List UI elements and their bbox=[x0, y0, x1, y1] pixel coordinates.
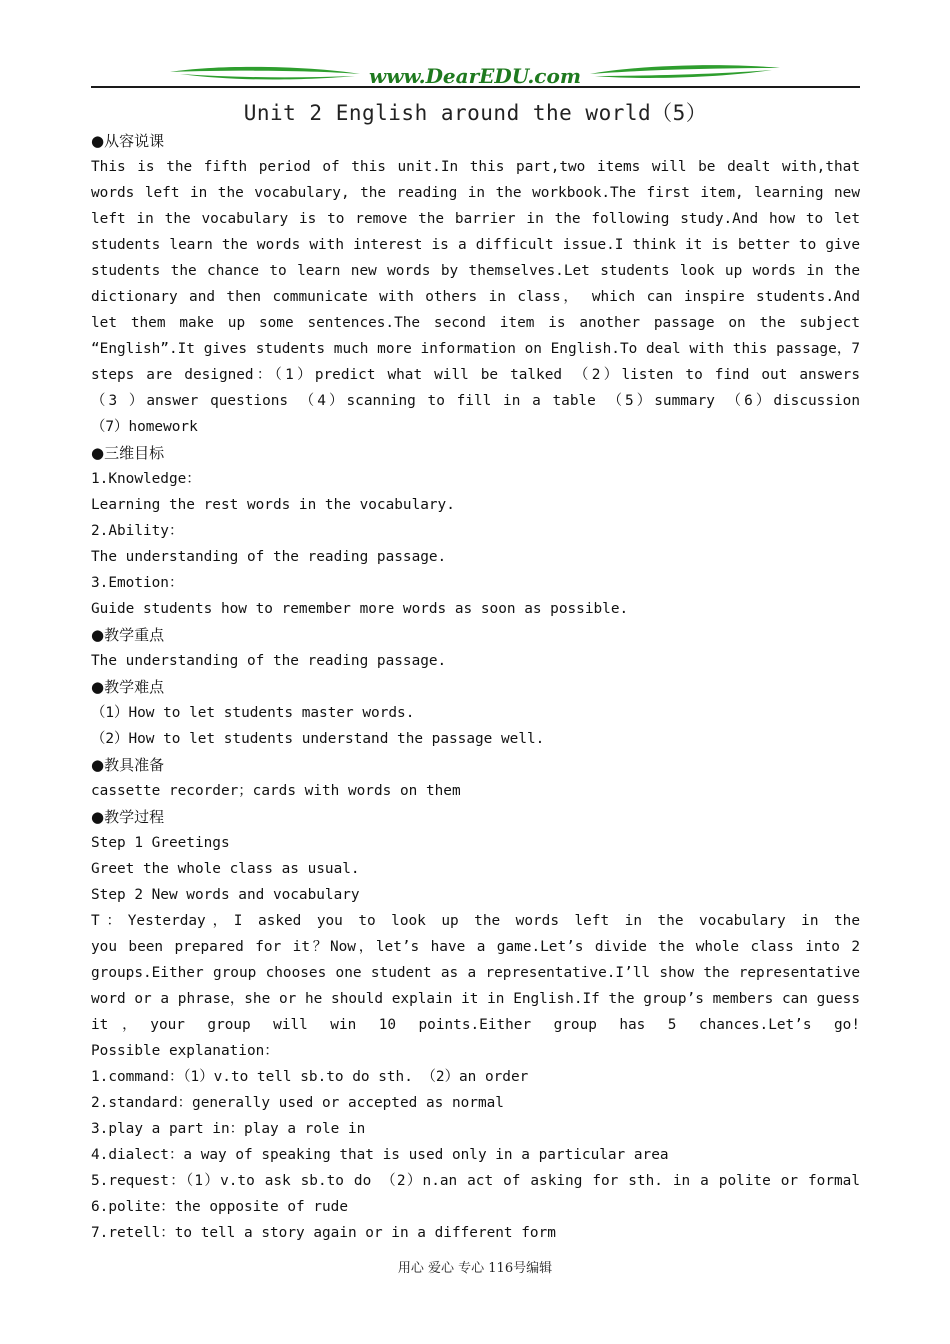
site-url-text: www.DearEDU.com bbox=[368, 64, 582, 88]
text-line: 7.retell：to tell a story again or in a different form bbox=[91, 1225, 556, 1241]
text-line: “English”.It gives students much more information on English.To deal with this passage，7 bbox=[91, 341, 860, 357]
text-line: words left in the vocabulary, the reading in the workbook.The first item, learning new bbox=[91, 185, 860, 201]
text-line: 2.standard：generally used or accepted as normal bbox=[91, 1095, 504, 1111]
document-title: Unit 2 English around the world（5） bbox=[243, 101, 708, 125]
text-line: （2）How to let students understand the passage well. bbox=[91, 731, 545, 747]
text-line: Step 2 New words and vocabulary bbox=[91, 887, 360, 903]
text-line: 1.Knowledge： bbox=[91, 471, 201, 487]
text-line: （7）homework bbox=[91, 419, 198, 435]
header-rule bbox=[91, 86, 860, 88]
text-line: T：Yesterday，I asked you to look up the words left in the vocabulary in the bbox=[91, 913, 860, 929]
text-line: word or a phrase，she or he should explain it in English.If the group’s members can guess bbox=[91, 991, 860, 1007]
text-line: Greet the whole class as usual. bbox=[91, 861, 360, 877]
text-line: Guide students how to remember more words as soon as possible. bbox=[91, 601, 629, 617]
text-line: This is the fifth period of this unit.In this part,two items will be dealt with,that bbox=[91, 159, 860, 175]
text-line: （1）How to let students master words. bbox=[91, 705, 415, 721]
document-body bbox=[91, 128, 860, 1246]
section-heading: ●三维目标 bbox=[91, 444, 165, 462]
text-line: Step 1 Greetings bbox=[91, 835, 230, 851]
text-line: Learning the rest words in the vocabulary. bbox=[91, 497, 455, 513]
text-line: 3.play a part in：play a role in bbox=[91, 1121, 366, 1137]
text-line: 2.Ability： bbox=[91, 523, 184, 539]
text-line: students the chance to learn new words by themselves.Let students look up words in the bbox=[91, 263, 860, 279]
text-line: 4.dialect：a way of speaking that is used only in a particular area bbox=[91, 1147, 669, 1163]
text-line: Possible explanation： bbox=[91, 1043, 279, 1059]
text-line: steps are designed：（1）predict what will be talked （2）listen to find out answers bbox=[91, 367, 860, 383]
text-line: 5.request：（1）v.to ask sb.to do （2）n.an act of asking for sth. in a polite or formal bbox=[91, 1173, 860, 1189]
page-footer: 用心 爱心 专心 116号编辑 bbox=[397, 1261, 553, 1276]
text-line: 1.command：（1）v.to tell sb.to do sth. （2）an order bbox=[91, 1069, 529, 1085]
text-line: （3 ）answer questions （4）scanning to fill in a table （5）summary （6）discussion bbox=[91, 393, 860, 409]
left-swoosh bbox=[170, 67, 360, 74]
text-line: students learn the words with interest is a difficult issue.I think it is better to give bbox=[91, 237, 860, 253]
text-line: dictionary and then communicate with others in class， which can inspire students.And bbox=[91, 289, 860, 305]
text-line: let them make up some sentences.The second item is another passage on the subject bbox=[91, 315, 860, 331]
section-heading: ●教具准备 bbox=[91, 756, 165, 774]
section-heading: ●教学重点 bbox=[91, 626, 165, 644]
text-line: 6.polite：the opposite of rude bbox=[91, 1199, 348, 1215]
section-heading: ●教学难点 bbox=[91, 678, 165, 696]
section-heading: ●从容说课 bbox=[91, 132, 165, 150]
text-line: it，your group will win 10 points.Either group has 5 chances.Let’s go! bbox=[91, 1017, 860, 1033]
text-line: left in the vocabulary is to remove the barrier in the following study.And how to let bbox=[91, 211, 860, 227]
text-line: The understanding of the reading passage. bbox=[91, 653, 447, 669]
section-heading: ●教学过程 bbox=[91, 808, 165, 826]
text-line: groups.Either group chooses one student as a representative.I’ll show the representative bbox=[91, 965, 860, 981]
text-line: you been prepared for it？Now，let’s have a game.Let’s divide the whole class into 2 bbox=[91, 939, 860, 955]
text-line: 3.Emotion： bbox=[91, 575, 184, 591]
text-line: The understanding of the reading passage. bbox=[91, 549, 447, 565]
text-line: cassette recorder；cards with words on them bbox=[91, 783, 461, 799]
